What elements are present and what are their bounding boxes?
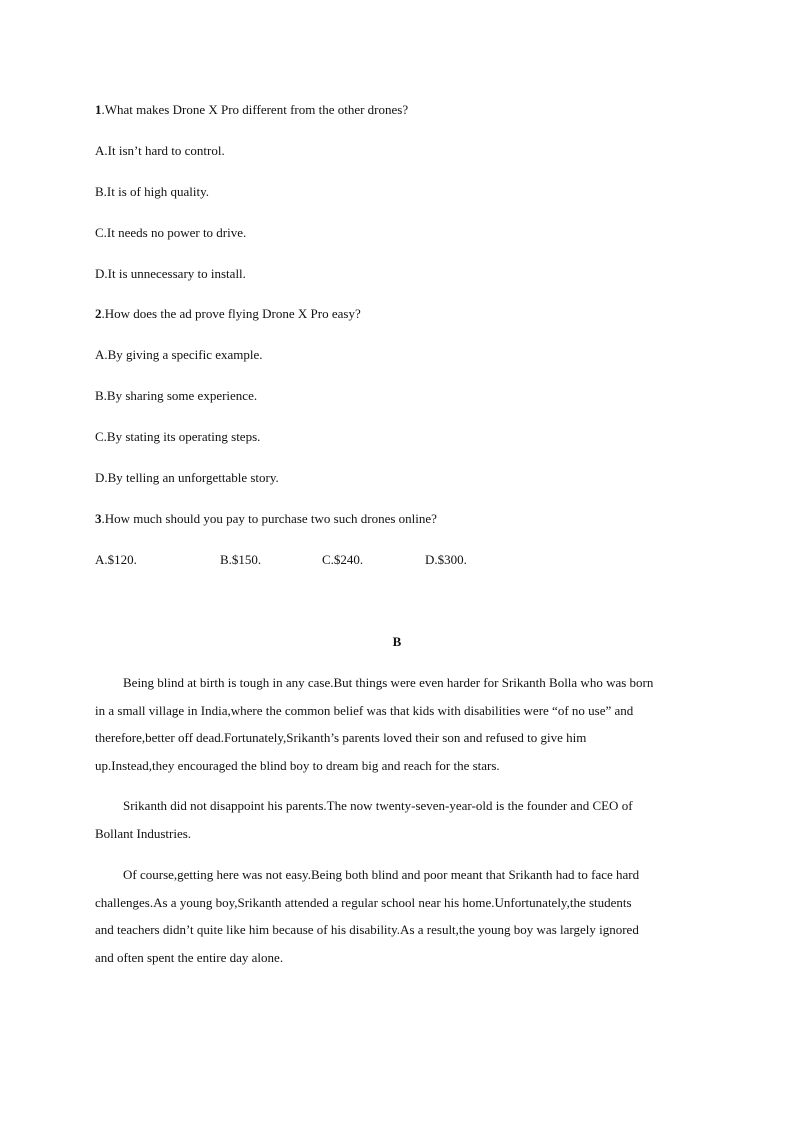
question-1-option-c: C.It needs no power to drive. xyxy=(95,225,247,240)
question-number: 2 xyxy=(95,306,102,321)
question-3-option-b: B.$150. xyxy=(220,552,262,567)
question-text: .What makes Drone X Pro different from the other drones? xyxy=(101,102,409,117)
question-3-option-a: A.$120. xyxy=(95,552,137,567)
paragraph-line: challenges.As a young boy,Srikanth attended a regular school near his home.Unfortunately,the students xyxy=(95,894,632,910)
question-1-option-a: A.It isn’t hard to control. xyxy=(95,143,225,158)
question-3-option-d: D.$300. xyxy=(425,552,467,567)
passage-paragraph-2 xyxy=(95,792,699,847)
paragraph-line: up.Instead,they encouraged the blind boy to dream big and reach for the stars. xyxy=(95,757,500,773)
paragraph-line: in a small village in India,where the common belief was that kids with disabilities were “of no use” and xyxy=(95,702,634,718)
question-number: 1 xyxy=(95,102,102,117)
question-number: 3 xyxy=(95,511,102,526)
question-text: .How much should you pay to purchase two such drones online? xyxy=(101,511,437,526)
question-2-option-b: B.By sharing some experience. xyxy=(95,388,258,403)
question-1-option-b: B.It is of high quality. xyxy=(95,184,209,199)
passage-paragraph-1 xyxy=(95,669,699,779)
paragraph-line: and often spent the entire day alone. xyxy=(95,949,284,965)
paragraph-line: therefore,better off dead.Fortunately,Srikanth’s parents loved their son and refused to give him xyxy=(95,730,587,745)
paragraph-line: Srikanth did not disappoint his parents.The now twenty-seven-year-old is the founder and CEO of xyxy=(123,798,633,813)
paragraph-line: Bollant Industries. xyxy=(95,825,192,841)
section-title: B xyxy=(392,634,402,649)
passage-paragraph-3 xyxy=(95,861,699,971)
question-text: .How does the ad prove flying Drone X Pro easy? xyxy=(101,306,361,321)
question-2-option-c: C.By stating its operating steps. xyxy=(95,429,261,444)
question-2-option-a: A.By giving a specific example. xyxy=(95,347,263,362)
paragraph-line: and teachers didn’t quite like him because of his disability.As a result,the young boy was largely ignored xyxy=(95,922,639,937)
question-1-option-d: D.It is unnecessary to install. xyxy=(95,266,246,281)
paragraph-line: Of course,getting here was not easy.Being both blind and poor meant that Srikanth had to face hard xyxy=(123,867,640,882)
paragraph-line: Being blind at birth is tough in any case.But things were even harder for Srikanth Bolla who was born xyxy=(123,675,654,690)
question-2-option-d: D.By telling an unforgettable story. xyxy=(95,470,279,485)
question-3-stem xyxy=(95,511,437,527)
question-2-stem xyxy=(95,306,361,322)
question-3-option-c: C.$240. xyxy=(322,552,364,567)
question-1-stem xyxy=(95,102,408,118)
